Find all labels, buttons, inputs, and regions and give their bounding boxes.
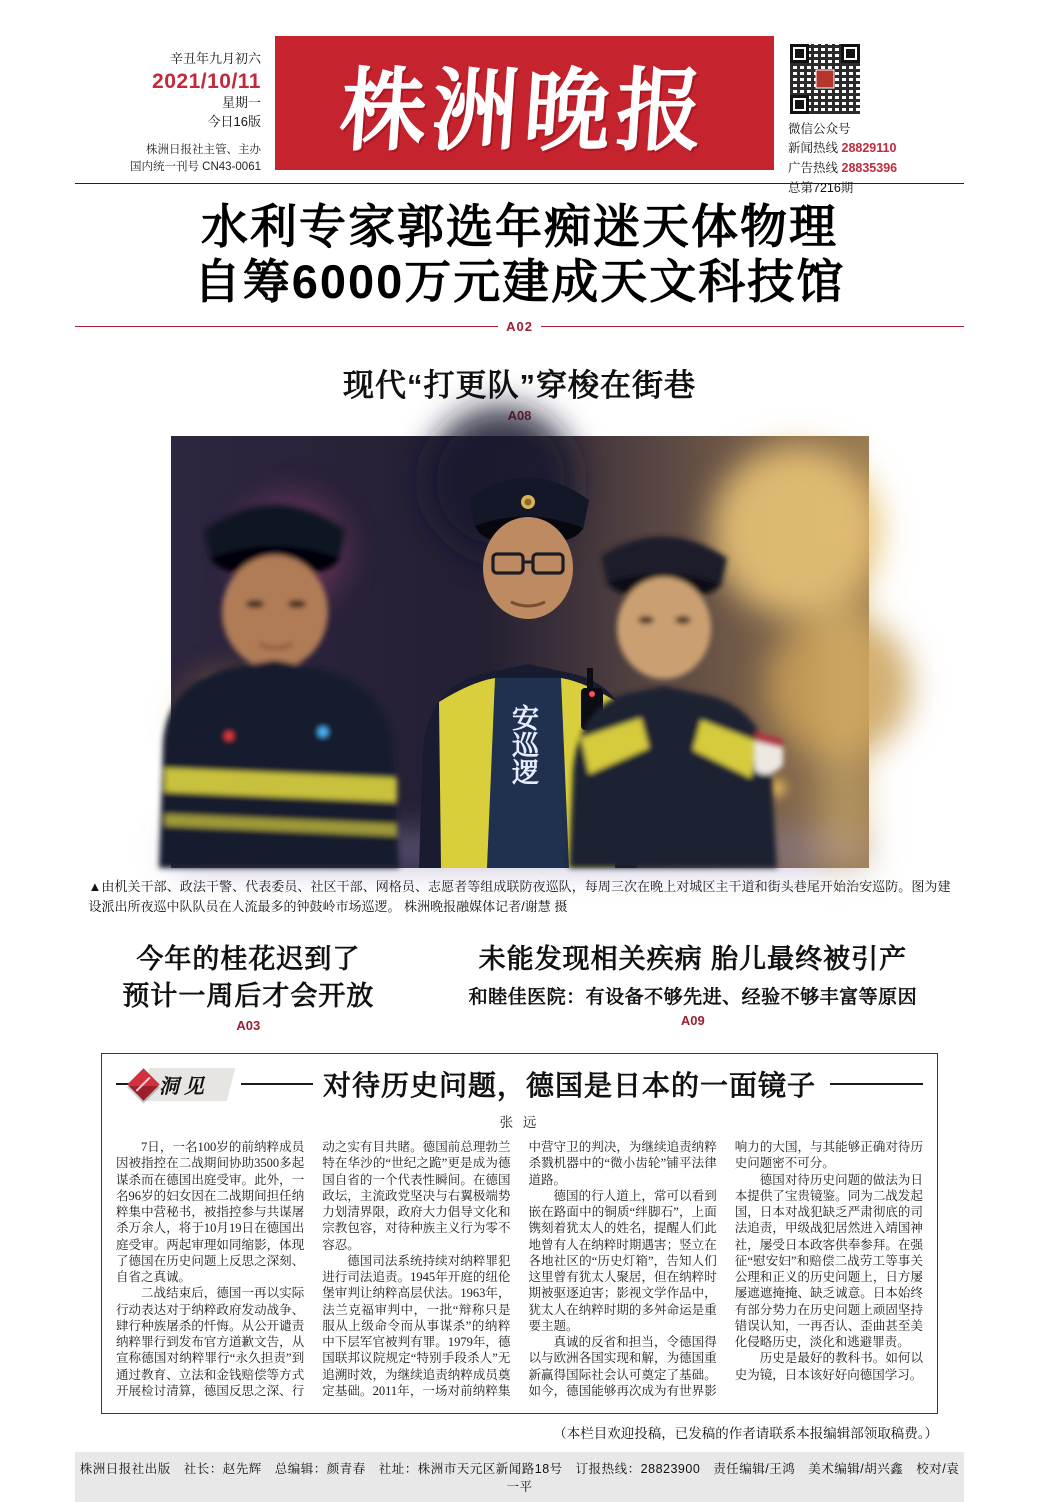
opinion-paragraph: 德国对待历史问题的做法为日本提供了宝贵镜鉴。同为二战发起国，日本对战犯缺乏严肃彻底的司法追责，甲级战犯居然进入靖国神社，屡受日本政客供奉参拜。在强征“慰安妇”和赔偿二战劳工等事关公理和正义的历史问题上，日方屡屡遮遮掩掩、缺乏诚意。日本始终有部分势力在历史问题上顽固坚持错误认知，一再否认、歪曲甚至美化侵略历史，淡化和逃避罪责。: [734, 1172, 923, 1350]
photo-caption: ▲由机关干部、政法干警、代表委员、社区干部、网格员、志愿者等组成联防夜巡队，每周三次在晚上对城区主干道和街头巷尾开始治安巡防。图为建设派出所夜巡中队队员在人流最多的钟鼓岭市场巡逻。 株洲晚报融媒体记者/谢慧 摄: [88, 878, 951, 915]
opinion-headline: 对待历史问题，德国是日本的一面镜子: [323, 1070, 817, 1102]
pages-today: 今日16版: [207, 113, 261, 129]
news-hotline: 新闻热线 28829110: [788, 141, 897, 156]
teaser-hospital: 未能发现相关疾病 胎儿最终被引产 和睦佳医院：有设备不够先进、经验不够丰富等原因 A09: [422, 941, 964, 1033]
issue-number: 总第7216期: [788, 181, 854, 196]
lunar-date: 辛丑年九月初六: [169, 51, 261, 66]
teaser-row: [75, 941, 964, 1033]
lead-headline: [75, 200, 964, 310]
teaser-osmanthus: 今年的桂花迟到了 预计一周后才会开放 A03: [75, 941, 422, 1033]
opinion-section: [101, 1053, 938, 1414]
masthead-contact-block: [788, 36, 964, 196]
qr-center-seal: [816, 70, 835, 89]
photo-credit: 株洲晚报融媒体记者/谢慧 摄: [404, 899, 568, 915]
night-patrol-illustration: [171, 436, 869, 868]
opinion-section-badge: [132, 1068, 231, 1101]
night-patrol-photo: [171, 436, 869, 868]
opinion-paragraph: 真诚的反省和担当，令德国得以与欧洲各国实现和解，为德国重新赢得国际社会认可奠定了基础。如今，德国能够再次成为有世界影响力的大国，与其能够正确对待历史问题密不可分。: [528, 1140, 923, 1398]
opinion-header: [116, 1064, 923, 1104]
publisher-footer: 株洲日报社出版 社长：赵先辉 总编辑：颜青春 社址：株洲市天元区新闻路18号 订报热线：28823900 责任编辑/王鸿 美术编辑/胡兴鑫 校对/袁一平: [75, 1452, 964, 1502]
ad-hotline: 广告热线 28835396: [788, 160, 898, 175]
opinion-paragraph: 7日，一名100岁的前纳粹成员因被指控在二战期间协助3500多起谋杀而在德国出庭受审。此外，一名96岁的妇女因在二战期间担任纳粹集中营秘书，被指控参与共谋屠杀万余人，将于10月19日在德国出庭受审。两起审理如同缩影，体现了德国在历史问题上反思之深刻、自省之真诚。: [116, 1140, 305, 1285]
photo-story-headline: 现代“打更队”穿梭在街巷: [343, 367, 696, 403]
lead-page-ref-row: [75, 319, 964, 334]
gregorian-date: 2021/10/11: [152, 69, 261, 93]
opinion-paragraph: 德国的行人道上，常可以看到嵌在路面中的铜质“绊脚石”，上面镌刻着犹太人的姓名，提醒人们此地曾有人在纳粹时期遇害；竖立在各地社区的“历史灯箱”，告知人们这里曾有犹太人聚居，但在纳粹时期被驱逐迫害；影视文学作品中，犹太人在纳粹时期的多舛命运是重要主题。: [528, 1188, 717, 1333]
wechat-qr-code-icon: [788, 42, 862, 116]
masthead-date-block: [75, 36, 261, 173]
lead-headline-line1: 水利专家郭选年痴迷天体物理: [201, 200, 838, 253]
teaser-hospital-page-ref: A09: [680, 1012, 705, 1028]
opinion-paragraph: 德国司法系统持续对纳粹罪犯进行司法追责。1945年开庭的纽伦堡审判让纳粹高层伏法。1963年，法兰克福审判中，一批“辩称只是服从上级命令而从事谋杀”的纳粹中下层军官被判有罪。1979年，德国联邦议院规定“特别手段杀人”无追溯时效，为继续追责纳粹成员奠定基础。2011年，一场对前纳粹集中营守卫的判决，为继续追责纳粹杀戮机器中的“微小齿轮”铺平法律道路。: [322, 1140, 717, 1398]
teaser-osmanthus-page-ref: A03: [236, 1018, 261, 1034]
wechat-label: 微信公众号: [788, 122, 851, 136]
submission-note: （本栏目欢迎投稿，已发稿的作者请联系本报编辑部领取稿费。）: [553, 1426, 938, 1442]
opinion-body: [116, 1139, 923, 1399]
opinion-byline: 张 远: [499, 1115, 540, 1131]
opinion-paragraph: 二战结束后，德国一再以实际行动表达对于纳粹政府发动战争、肆行种族屠杀的忏悔。从公开谴责纳粹罪行到发布官方道歉文告，从宣称德国对纳粹罪行“永久担责”到通过教育、立法和金钱赔偿等方式开展检讨清算，德国反思之深、行动之实有目共睹。德国前总理勃兰特在华沙的“世纪之跪”更是成为德国自省的一个代表性瞬间。在德国政坛，主流政党坚决与右翼极端势力划清界限，政府大力倡导文化和宗教包容，对待种族主义行为零不容忍。: [116, 1140, 511, 1398]
opinion-paragraph: 历史是最好的教科书。如何以史为镜，日本该好好向德国学习。: [734, 1351, 923, 1382]
newspaper-title-banner: [275, 36, 774, 170]
masthead: [75, 36, 964, 196]
opinion-section-label: 洞见: [141, 1068, 235, 1101]
weekday: 星期一: [221, 95, 261, 111]
vest-text: 安巡逻: [507, 703, 538, 785]
lead-page-ref: A02: [506, 318, 533, 334]
issn-line: 国内统一刊号 CN43-0061: [129, 160, 261, 173]
lead-headline-line2: 自筹6000万元建成天文科技馆: [193, 254, 846, 308]
newspaper-title: 株洲晚报: [336, 57, 712, 164]
organizer-line: 株洲日报社主管、主办: [146, 143, 261, 156]
